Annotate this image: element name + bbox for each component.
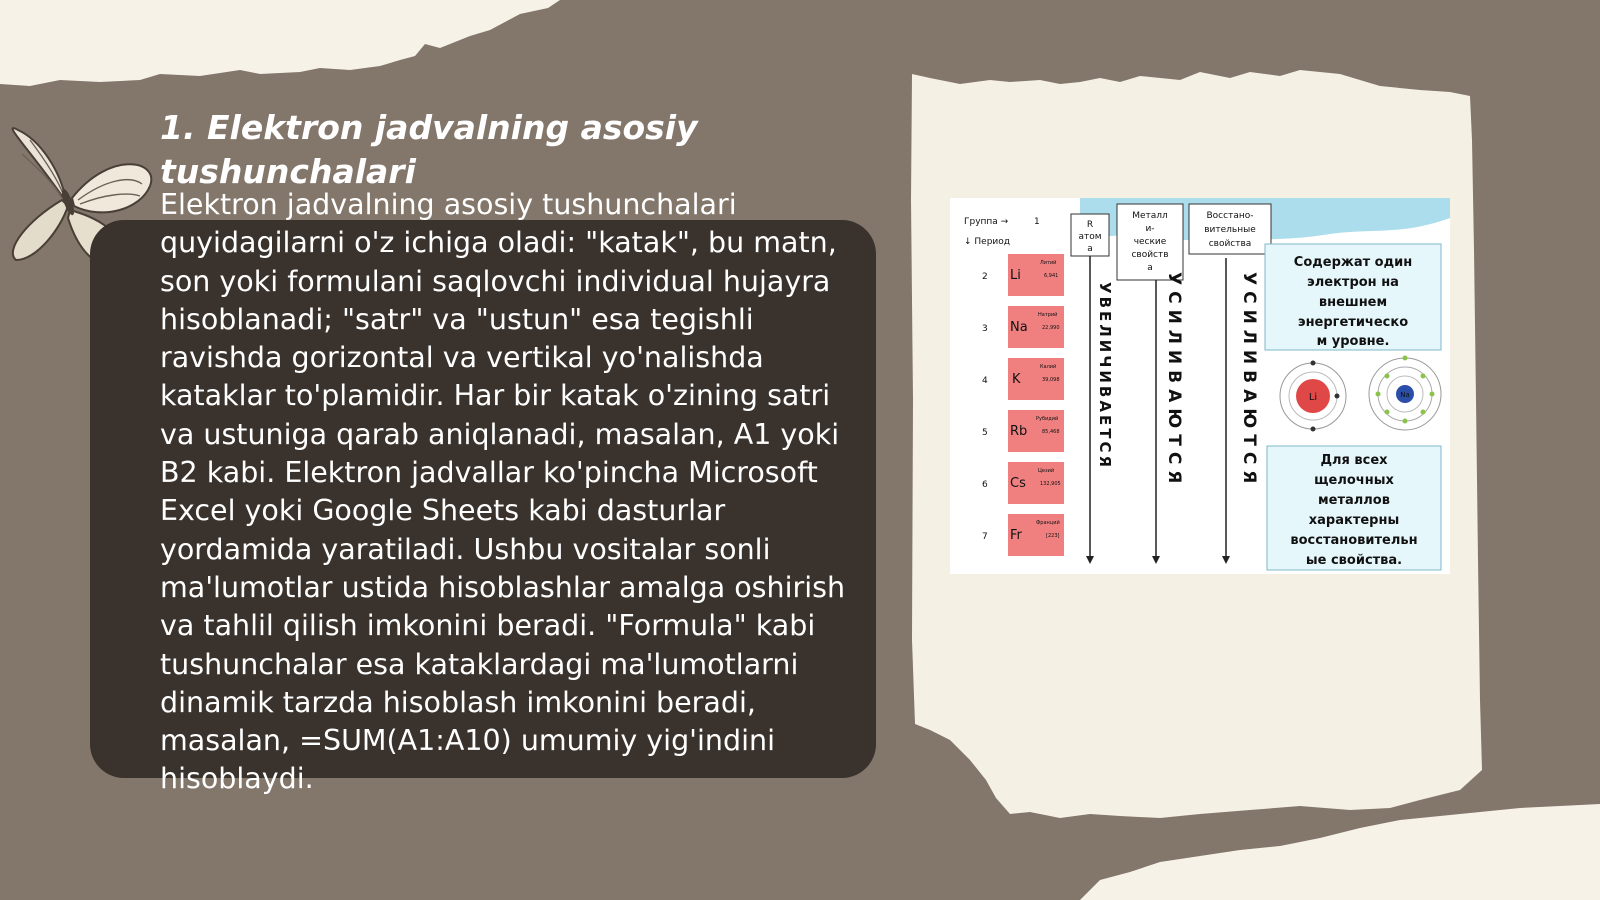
col3-header-line: Восстано- (1206, 211, 1254, 221)
element-mass: 85,468 (1042, 429, 1060, 435)
element-symbol: Li (1010, 268, 1021, 283)
period-number: 7 (982, 532, 988, 542)
period-number: 3 (982, 324, 988, 334)
element-name: Литий (1040, 260, 1057, 266)
period-number: 5 (982, 428, 988, 438)
element-mass: 132,905 (1040, 481, 1061, 487)
box1-line: м уровне. (1316, 334, 1390, 349)
col2-header-line: свойств (1131, 250, 1169, 260)
col1-header-line: R (1086, 220, 1094, 230)
box2-line: щелочных (1314, 473, 1394, 488)
element-mass: 6,941 (1044, 273, 1059, 279)
col2-header-line: Металл (1132, 211, 1168, 221)
group-label: Группа → (964, 217, 1009, 227)
period-number: 6 (982, 480, 988, 490)
element-name: Натрий (1038, 312, 1058, 318)
slide-body-text: Elektron jadvalning asosiy tushunchalari quyidagilarni o'z ichiga oladi: "katak", bu matn, son yoki formulani saqlovchi individual hujayra hisoblanadi; "satr" va "ustun" esa tegishli ravishda gorizontal va vertikal yo'nalishda kataklar to'plamidir. Har bir katak o'zining satri va ustuniga qarab aniqlanadi, masalan, A1 yoki B2 kabi. Elektron jadvallar ko'pincha Microsoft Excel yoki Google Sheets kabi dasturlar yordamida yaratiladi. Ushbu vositalar sonli ma'lumotlar ustida hisoblashlar amalga oshirish va tahlil qilish imkonini beradi. "Formula" kabi tushunchalar esa kataklardagi ma'lumotlarni dinamik tarzda hisoblash imkonini beradi, masalan, =SUM(A1:A10) umumiy yig'indini hisoblaydi. (160, 188, 846, 796)
col2-header-line: ческие (1133, 237, 1167, 247)
element-cell-na (1008, 306, 1064, 348)
element-cell-cs (1008, 462, 1064, 504)
element-cell-rb (1008, 410, 1064, 452)
col1-header-line: а (1087, 244, 1093, 254)
period-number: 4 (982, 376, 988, 386)
element-mass: 22,990 (1042, 325, 1060, 331)
element-cell-li (1008, 254, 1064, 296)
box2-line: ые свойства. (1305, 553, 1403, 568)
element-name: Цезий (1038, 468, 1055, 474)
electron-info-box (1265, 244, 1441, 350)
col1-vertical-label: УВЕЛИЧИВАЕТСЯ (1096, 282, 1114, 471)
col2-header-line: и- (1145, 224, 1155, 234)
col1-header-line: атом (1078, 232, 1102, 242)
element-symbol: K (1012, 372, 1021, 387)
col3-header-line: вительные (1204, 225, 1256, 235)
box1-line: электрон на (1307, 275, 1399, 290)
col2-vertical-label: УСИЛИВАЮТСЯ (1164, 272, 1184, 490)
atom1-label: Li (1308, 392, 1318, 403)
col3-header-line: свойства (1208, 239, 1252, 249)
element-symbol: Rb (1010, 424, 1028, 439)
element-name: Рубидий (1036, 416, 1059, 422)
box2-line: характерны (1308, 513, 1400, 528)
atom2-label: Na (1400, 391, 1410, 399)
col3-vertical-label: УСИЛИВАЮТСЯ (1239, 272, 1259, 490)
box2-line: восстановительн (1290, 533, 1418, 548)
element-mass: [223] (1046, 533, 1060, 539)
torn-paper-top-left (0, 0, 560, 86)
reducing-info-box (1267, 446, 1441, 570)
box2-line: Для всех (1320, 453, 1388, 468)
alkali-metals-figure (950, 198, 1450, 574)
torn-paper-bottom-right (1080, 804, 1600, 900)
element-mass: 39,098 (1042, 377, 1060, 383)
slide-title: 1. Elektron jadvalning asosiy tushunchalari (160, 108, 698, 191)
element-name: Калий (1040, 364, 1057, 370)
element-symbol: Cs (1010, 476, 1026, 491)
col2-header-line: а (1147, 263, 1153, 273)
box2-line: металлов (1318, 493, 1390, 508)
element-cell-fr (1008, 514, 1064, 556)
element-symbol: Na (1010, 320, 1028, 335)
box1-line: энергетическо (1297, 315, 1409, 330)
group-number: 1 (1034, 217, 1040, 227)
period-label: ↓ Период (964, 237, 1010, 247)
box1-line: внешнем (1318, 295, 1388, 310)
element-symbol: Fr (1010, 528, 1022, 543)
period-number: 2 (982, 272, 988, 282)
element-name: Франций (1036, 520, 1060, 526)
element-cell-k (1008, 358, 1064, 400)
box1-line: Содержат один (1293, 255, 1413, 270)
